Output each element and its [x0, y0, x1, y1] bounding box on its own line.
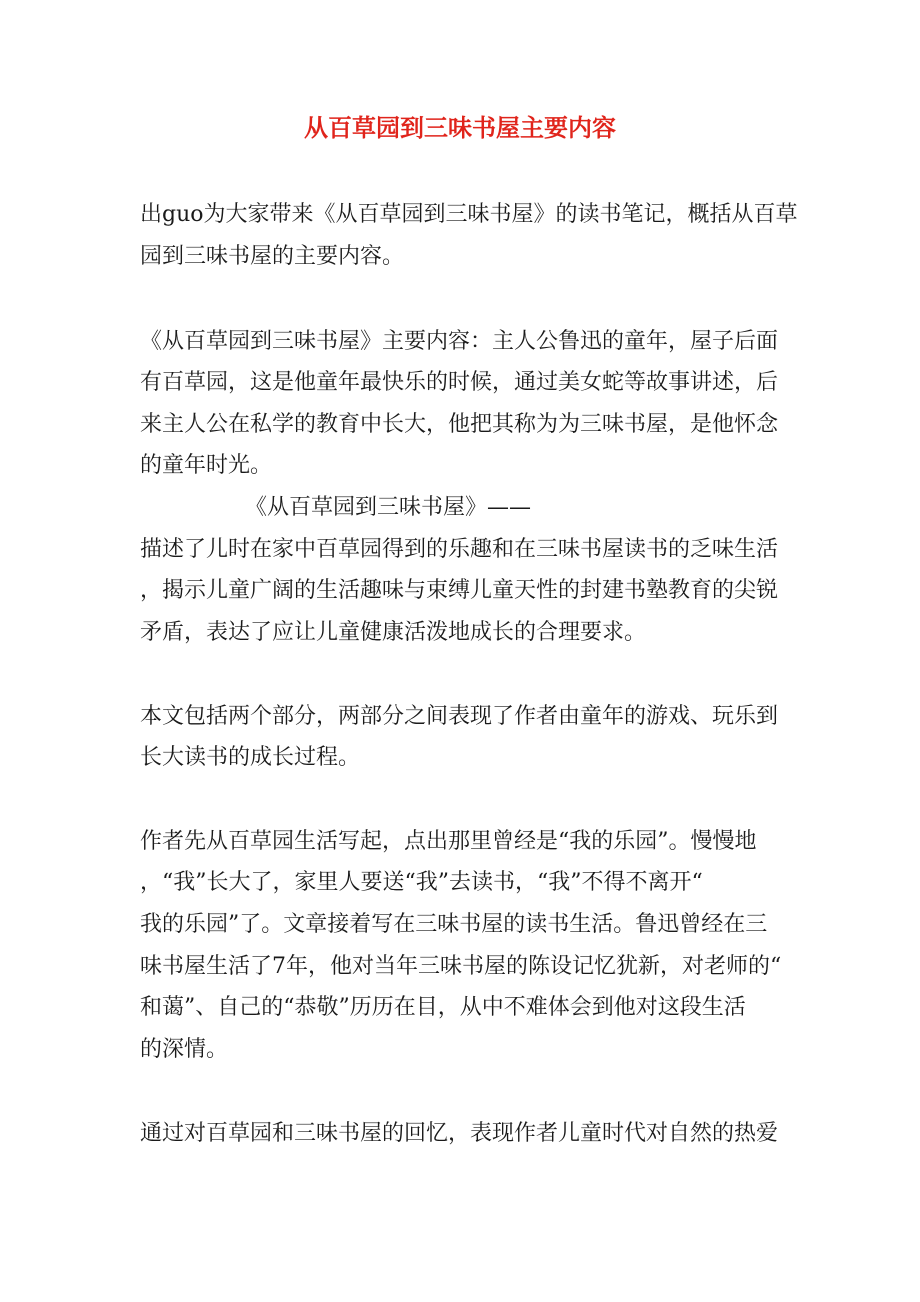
- document-title: 从百草园到三味书屋主要内容: [304, 113, 616, 142]
- text-line: 来主人公在私学的教育中长大，他把其称为为三味书屋，是他怀念: [140, 412, 779, 437]
- text-line: 有百草园，这是他童年最快乐的时候，通过美女蛇等故事讲述，后: [140, 370, 779, 395]
- text-line: 出guo为大家带来《从百草园到三味书屋》的读书笔记，概括从百草: [140, 202, 798, 227]
- text-line: 我的乐园”了。文章接着写在三味书屋的读书生活。鲁迅曾经在三: [140, 912, 768, 937]
- text-line: 的童年时光。: [140, 453, 273, 478]
- text-line: 本文包括两个部分，两部分之间表现了作者由童年的游戏、玩乐到: [140, 704, 779, 729]
- text-line: 《从百草园到三味书屋》——: [245, 495, 532, 520]
- text-line: ，“我”长大了，家里人要送“我”去读书，“我”不得不离开“: [140, 870, 703, 895]
- text-line: 《从百草园到三味书屋》主要内容：主人公鲁迅的童年，屋子后面: [140, 329, 779, 354]
- text-line: 通过对百草园和三味书屋的回忆，表现作者儿童时代对自然的热爱: [140, 1121, 779, 1146]
- text-line: 味书屋生活了7年，他对当年三味书屋的陈设记忆犹新，对老师的“: [140, 954, 782, 979]
- text-line: 的深情。: [140, 1037, 229, 1062]
- text-line: 作者先从百草园生活写起，点出那里曾经是“我的乐园”。慢慢地: [140, 829, 757, 854]
- text-line: 长大读书的成长过程。: [140, 745, 361, 770]
- text-line: 描述了儿时在家中百草园得到的乐趣和在三味书屋读书的乏味生活: [140, 537, 779, 562]
- text-line: 园到三味书屋的主要内容。: [140, 244, 405, 269]
- text-line: 和蔼”、自己的“恭敬”历历在目，从中不难体会到他对这段生活: [140, 995, 746, 1020]
- text-line: ，揭示儿童广阔的生活趣味与束缚儿童天性的封建书塾教育的尖锐: [140, 578, 779, 603]
- text-line: 矛盾，表达了应让儿童健康活泼地成长的合理要求。: [140, 620, 647, 645]
